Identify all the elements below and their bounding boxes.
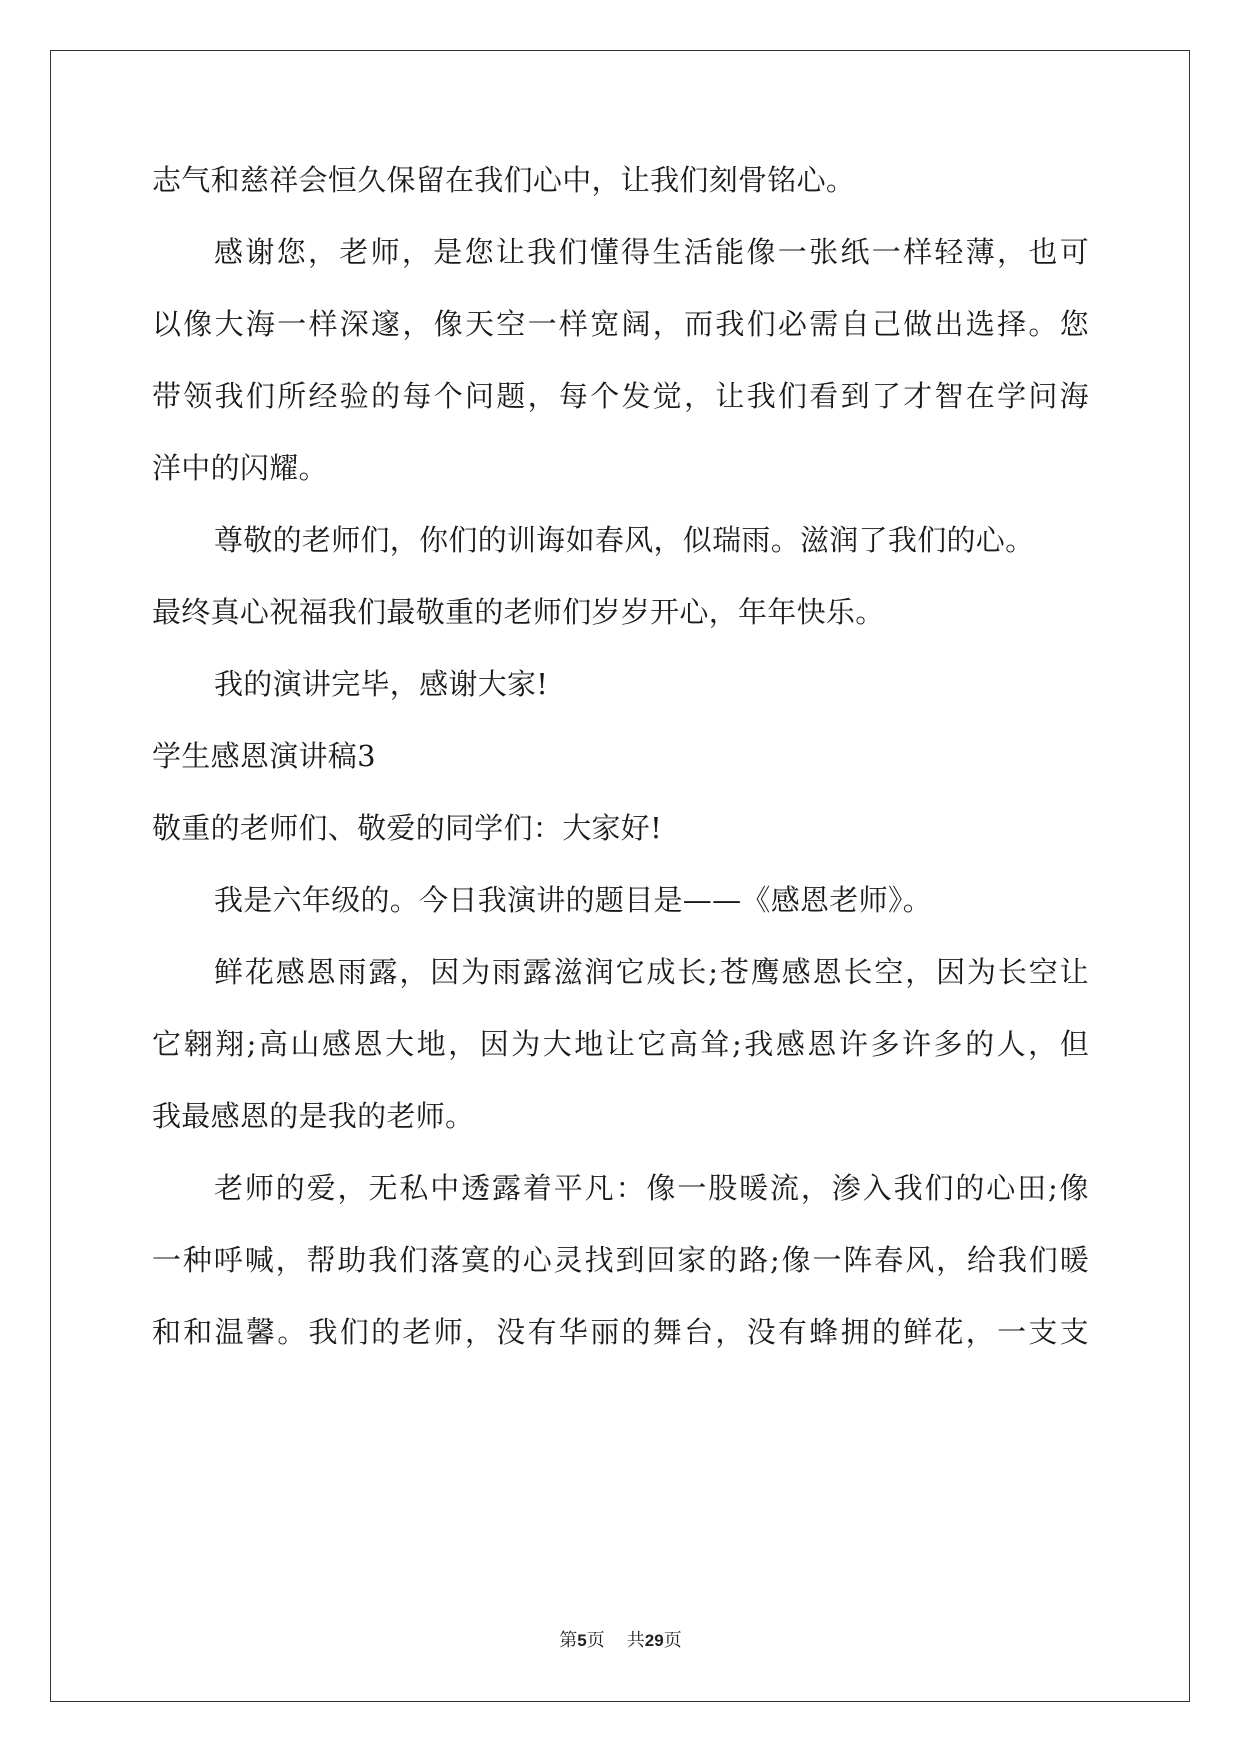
text-line: 志气和慈祥会恒久保留在我们心中，让我们刻骨铭心。 (152, 163, 856, 197)
page-label-suffix: 页 (586, 1630, 605, 1650)
text-line: 一种呼喊，帮助我们落寞的心灵找到回家的路;像一阵春风，给我们暖 (152, 1243, 1089, 1277)
text-line: 我是六年级的。今日我演讲的题目是——《感恩老师》。 (214, 883, 933, 917)
text-line: 洋中的闪耀。 (152, 451, 328, 485)
text-line: 我的演讲完毕，感谢大家! (214, 667, 549, 701)
text-line: 我最感恩的是我的老师。 (152, 1099, 475, 1133)
page-border (50, 50, 1190, 1702)
text-line: 以像大海一样深邃，像天空一样宽阔，而我们必需自己做出选择。您 (152, 307, 1089, 341)
total-label-prefix: 共 (626, 1630, 645, 1650)
salutation: 敬重的老师们、敬爱的同学们：大家好! (152, 811, 663, 845)
section-heading: 学生感恩演讲稿3 (152, 739, 376, 773)
text-line: 老师的爱，无私中透露着平凡：像一股暖流，渗入我们的心田;像 (214, 1171, 1089, 1205)
page-label-prefix: 第 (559, 1630, 578, 1650)
page-footer (0, 1626, 1241, 1652)
text-line: 最终真心祝福我们最敬重的老师们岁岁开心，年年快乐。 (152, 595, 885, 629)
text-line: 鲜花感恩雨露，因为雨露滋润它成长;苍鹰感恩长空，因为长空让 (214, 955, 1089, 989)
text-line: 和和温馨。我们的老师，没有华丽的舞台，没有蜂拥的鲜花，一支支 (152, 1315, 1089, 1349)
total-page-count: 29 (644, 1631, 664, 1650)
text-line: 它翱翔;高山感恩大地，因为大地让它高耸;我感恩许多许多的人，但 (152, 1027, 1089, 1061)
text-line: 带领我们所经验的每个问题，每个发觉，让我们看到了才智在学问海 (152, 379, 1089, 413)
total-label-suffix: 页 (663, 1630, 682, 1650)
current-page-number: 5 (577, 1631, 587, 1650)
text-line: 尊敬的老师们，你们的训诲如春风，似瑞雨。滋润了我们的心。 (214, 523, 1035, 557)
text-line: 感谢您，老师，是您让我们懂得生活能像一张纸一样轻薄，也可 (214, 235, 1089, 269)
